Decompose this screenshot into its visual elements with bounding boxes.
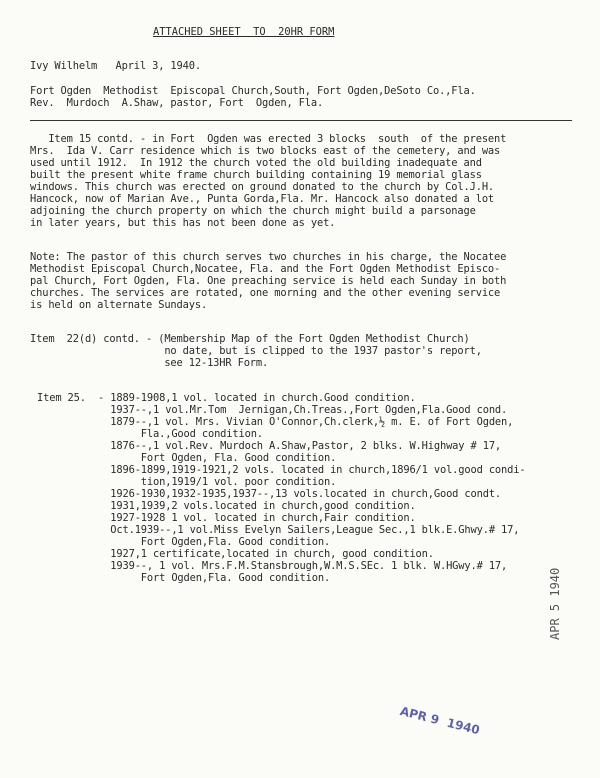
item-25-line: 1876--,1 vol.Rev. Murdoch A.Shaw,Pastor, 2 blks. W.Highway # 17,: [37, 440, 502, 452]
item-22-line: Item 22(d) contd. - (Membership Map of the Fort Ogden Methodist Church): [30, 333, 470, 345]
item-22-line: no date, but is clipped to the 1937 pastor's report,: [30, 345, 482, 357]
item-25-line: 1879--,1 vol. Mrs. Vivian O'Connor,Ch.clerk,½ m. E. of Fort Ogden,: [37, 416, 514, 428]
item-25-line: Fort Ogden, Fla. Good condition.: [37, 452, 337, 464]
received-date-stamp: APR 5 1940: [548, 567, 562, 640]
author-date-line: Ivy Wilhelm April 3, 1940.: [30, 60, 201, 72]
item-25-line: Fort Ogden,Fla. Good condition.: [37, 572, 331, 584]
item-25-line: 1896-1899,1919-1921,2 vols. located in church,1896/1 vol.good condi-: [37, 464, 526, 476]
item-25-line: 1931,1939,2 vols.located in church,good condition.: [37, 500, 416, 512]
item-15-line: Hancock, now of Marian Ave., Punta Gorda,Fla. Mr. Hancock also donated a lot: [30, 193, 495, 205]
item-22-line: see 12-13HR Form.: [30, 357, 269, 369]
item-15-line: adjoining the church property on which the church might build a parsonage: [30, 205, 476, 217]
item-25-line: Fla.,Good condition.: [37, 428, 263, 440]
item-15-line: windows. This church was erected on ground donated to the church by Col.J.H.: [30, 181, 495, 193]
item-25-line: 1926-1930,1932-1935,1937--,13 vols.located in church,Good condt.: [37, 488, 502, 500]
item-15-line: Mrs. Ida V. Carr residence which is two blocks east of the cemetery, and was: [30, 145, 501, 157]
note-line: pal Church, Fort Ogden, Fla. One preaching service is held each Sunday in both: [30, 275, 507, 287]
item-25-line: 1939--, 1 vol. Mrs.F.M.Stansbrough,W.M.S.SEc. 1 blk. W.HGwy.# 17,: [37, 560, 508, 572]
item-15-line: built the present white frame church building containing 19 memorial glass: [30, 169, 482, 181]
note-line: churches. The services are rotated, one morning and the other evening service: [30, 287, 501, 299]
item-15-line: used until 1912. In 1912 the church voted the old building inadequate and: [30, 157, 482, 169]
item-25-line: Fort Ogden,Fla. Good condition.: [37, 536, 331, 548]
item-25-line: Oct.1939--,1 vol.Miss Evelyn Sailers,League Sec.,1 blk.E.Ghwy.# 17,: [37, 524, 520, 536]
item-25-line: tion,1919/1 vol. poor condition.: [37, 476, 337, 488]
church-line: Fort Ogden Methodist Episcopal Church,South, Fort Ogden,DeSoto Co.,Fla.: [30, 85, 476, 97]
document-title: ATTACHED SHEET TO 20HR FORM: [153, 26, 335, 38]
note-line: is held on alternate Sundays.: [30, 299, 208, 311]
item-25-line: 1927,1 certificate,located in church, good condition.: [37, 548, 434, 560]
item-15-line: in later years, but this has not been done as yet.: [30, 217, 336, 229]
item-25-line: 1927-1928 1 vol. located in church,Fair condition.: [37, 512, 416, 524]
item-25-line: 1937--,1 vol.Mr.Tom Jernigan,Ch.Treas.,Fort Ogden,Fla.Good cond.: [37, 404, 508, 416]
note-line: Note: The pastor of this church serves two churches in his charge, the Nocatee: [30, 251, 507, 263]
pastor-line: Rev. Murdoch A.Shaw, pastor, Fort Ogden, Fla.: [30, 97, 324, 109]
item-25-line: Item 25. - 1889-1908,1 vol. located in church.Good condition.: [37, 392, 416, 404]
apr9-ink-stamp: APR 9 1940: [398, 704, 482, 738]
item-15-line: Item 15 contd. - in Fort Ogden was erected 3 blocks south of the present: [30, 133, 507, 145]
header-divider: [30, 120, 572, 121]
note-line: Methodist Episcopal Church,Nocatee, Fla. and the Fort Ogden Methodist Episco-: [30, 263, 501, 275]
